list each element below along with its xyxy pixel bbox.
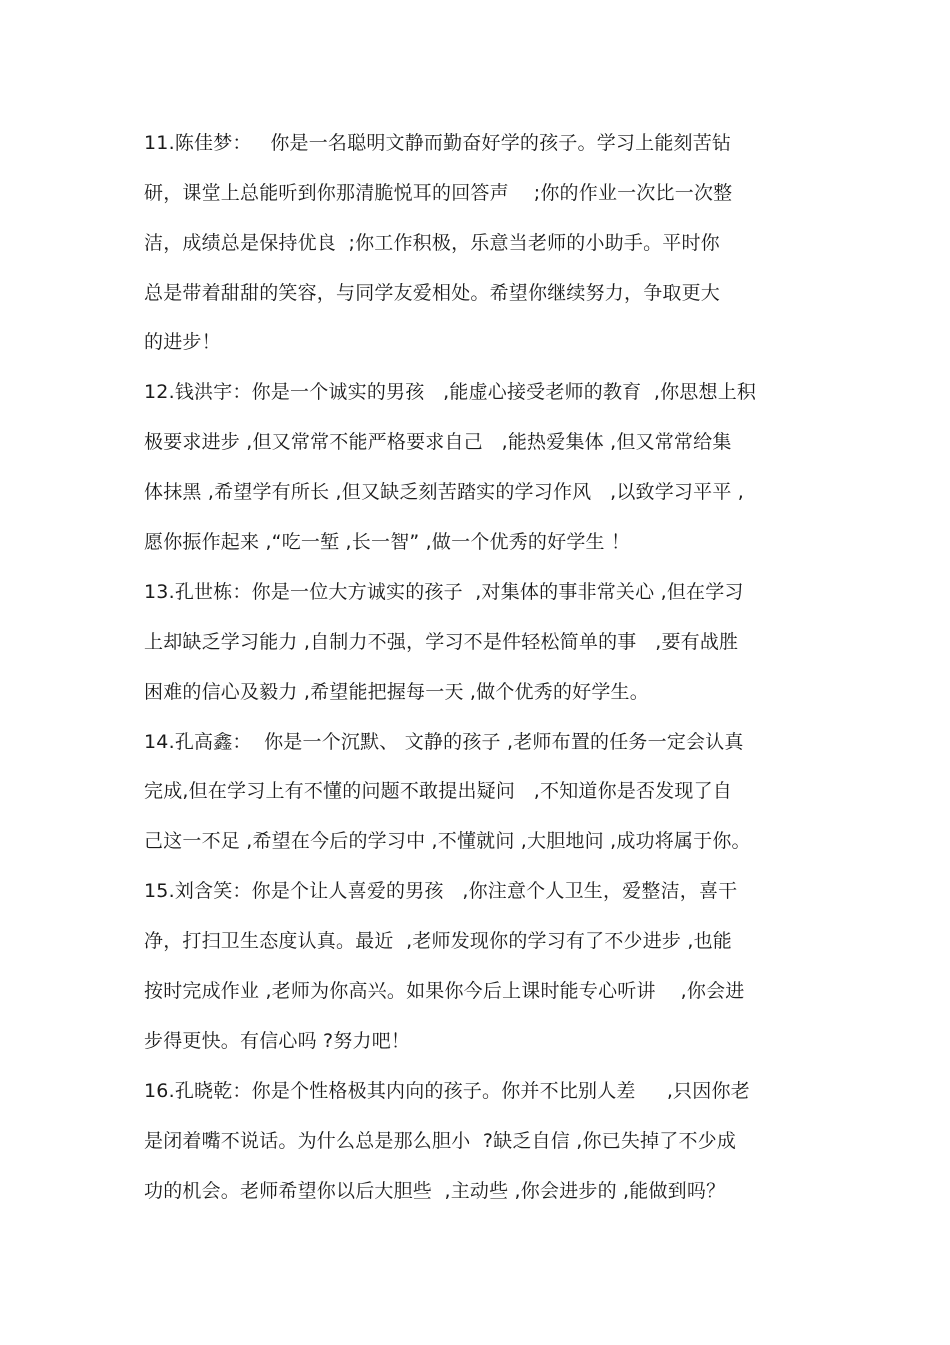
- text-line: 按时完成作业 ,老师为你高兴。如果你今后上课时能专心听讲 ,你会进: [144, 980, 745, 1002]
- text-line: 上却缺乏学习能力 ,自制力不强，学习不是件轻松简单的事 ,要有战胜: [144, 631, 739, 653]
- text-line: 是闭着嘴不说话。为什么总是那么胆小 ?缺乏自信 ,你已失掉了不少成: [144, 1130, 737, 1152]
- text-line: 愿你振作起来 ,“吃一堑 ,长一智” ,做一个优秀的好学生 ！: [144, 531, 631, 553]
- text-line: 体抹黑 ,希望学有所长 ,但又缺乏刻苦踏实的学习作风 ,以致学习平平 ,: [144, 481, 744, 503]
- text-line: 极要求进步 ,但又常常不能严格要求自己 ,能热爱集体 ,但又常常给集: [144, 431, 732, 453]
- text-line: 12.钱洪宇：你是一个诚实的男孩 ,能虚心接受老师的教育 ,你思想上积: [144, 381, 757, 403]
- text-line: 净，打扫卫生态度认真。最近 ,老师发现你的学习有了不少进步 ,也能: [144, 930, 732, 952]
- text-line: 16.孔晓乾：你是个性格极其内向的孩子。你并不比别人差 ,只因你老: [144, 1080, 750, 1102]
- text-line: 洁，成绩总是保持优良 ;你工作积极，乐意当老师的小助手。平时你: [144, 232, 720, 254]
- text-line: 研，课堂上总能听到你那清脆悦耳的回答声 ;你的作业一次比一次整: [144, 182, 733, 204]
- text-line: 功的机会。老师希望你以后大胆些 ,主动些 ,你会进步的 ,能做到吗？: [144, 1180, 726, 1202]
- text-line: 15.刘含笑：你是个让人喜爱的男孩 ,你注意个人卫生，爱整洁，喜干: [144, 880, 738, 902]
- text-line: 11.陈佳梦： 你是一名聪明文静而勤奋好学的孩子。学习上能刻苦钻: [144, 132, 732, 154]
- text-line: 困难的信心及毅力 ,希望能把握每一天 ,做个优秀的好学生。: [144, 681, 649, 703]
- text-line: 13.孔世栋：你是一位大方诚实的孩子 ,对集体的事非常关心 ,但在学习: [144, 581, 744, 603]
- text-line: 的进步！: [144, 331, 221, 353]
- text-line: 完成,但在学习上有不懂的问题不敢提出疑问 ,不知道你是否发现了自: [144, 780, 732, 802]
- text-line: 步得更快。有信心吗 ?努力吧！: [144, 1030, 411, 1052]
- text-line: 己这一不足 ,希望在今后的学习中 ,不懂就问 ,大胆地问 ,成功将属于你。: [144, 830, 751, 852]
- text-line: 14.孔高鑫： 你是一个沉默、 文静的孩子 ,老师布置的任务一定会认真: [144, 731, 744, 753]
- text-line: 总是带着甜甜的笑容，与同学友爱相处。希望你继续努力，争取更大: [144, 282, 721, 304]
